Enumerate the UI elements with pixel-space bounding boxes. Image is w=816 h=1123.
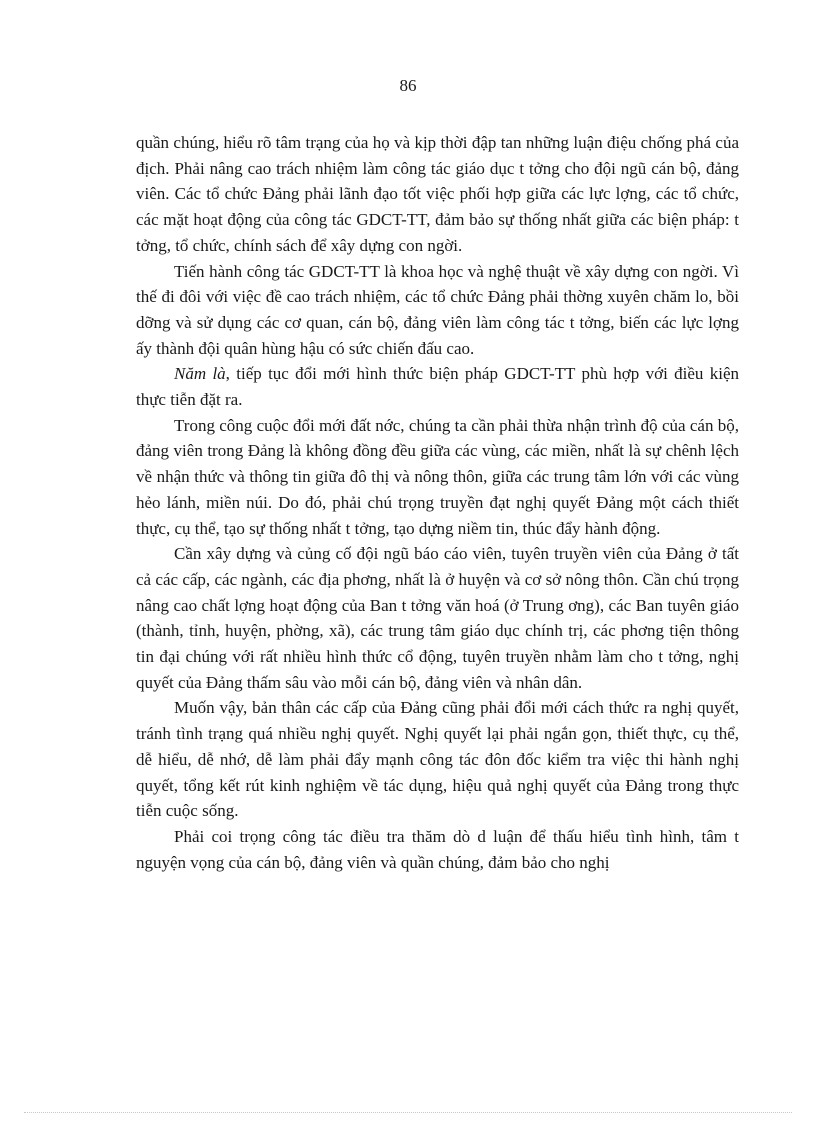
paragraph: Phải coi trọng công tác điều tra thăm dò d luận để thấu hiểu tình hình, tâm t nguyện vọng của cán bộ, đảng viên và quần chúng, đảm bảo cho nghị [136,826,739,872]
body-text [136,130,739,875]
paragraph: Muốn vậy, bản thân các cấp của Đảng cũng phải đổi mới cách thức ra nghị quyết, tránh tình trạng quá nhiều nghị quyết. Nghị quyết lại phải ngắn gọn, thiết thực, cụ thể, dễ hiểu, dễ nhớ, dễ làm phải đẩy mạnh công tác đôn đốc kiểm tra việc thi hành nghị quyết, tổng kết rút kinh nghiệm về tác dụng, hiệu quả nghị quyết của Đảng trong thực tiễn cuộc sống. [136,698,739,821]
paragraph-text: , tiếp tục đổi mới hình thức biện pháp GDCT-TT phù hợp với điều kiện thực tiễn đặt ra. [136,364,739,410]
emphasis-lead: Năm là [174,364,226,384]
paragraph: quần chúng, hiểu rõ tâm trạng của họ và kịp thời đập tan những luận điệu chống phá của địch. Phải nâng cao trách nhiệm làm công tác giáo dục t tởng cho đội ngũ cán bộ, đảng viên. Các tổ chức Đảng phải lãnh đạo tốt việc phối hợp giữa các lực lợng, các tổ chức, các mặt hoạt động của công tác GDCT-TT, đảm bảo sự thống nhất giữa các biện pháp: t tởng, tổ chức, chính sách để xây dựng con ngời. [136,133,739,255]
paragraph [136,361,739,412]
paragraph: Tiến hành công tác GDCT-TT là khoa học và nghệ thuật về xây dựng con ngời. Vì thế đi đôi với việc đề cao trách nhiệm, các tổ chức Đảng phải thờng xuyên chăm lo, bồi dỡng và sử dụng các cơ quan, cán bộ, đảng viên làm công tác t tởng, biến các lực lợng ấy thành đội quân hùng hậu có sức chiến đấu cao. [136,261,739,358]
paragraph: Cần xây dựng và củng cố đội ngũ báo cáo viên, tuyên truyền viên của Đảng ở tất cả các cấp, các ngành, các địa phơng, nhất là ở huyện và cơ sở nông thôn. Cần chú trọng nâng cao chất lợng hoạt động của Ban t tởng văn hoá (ở Trung ơng), các Ban tuyên giáo (thành, tỉnh, huyện, phờng, xã), các trung tâm giáo dục chính trị, các phơng tiện thông tin đại chúng với rất nhiều hình thức cổ động, tuyên truyền nhằm làm cho t tởng, nghị quyết của Đảng thấm sâu vào mỗi cán bộ, đảng viên và nhân dân. [136,544,739,692]
paragraph: Trong công cuộc đổi mới đất nớc, chúng ta cần phải thừa nhận trình độ của cán bộ, đảng viên trong Đảng là không đồng đều giữa các vùng, các miền, nhất là sự chênh lệch về nhận thức và thông tin giữa đô thị và nông thôn, giữa các trung tâm lớn với các vùng hẻo lánh, miền núi. Do đó, phải chú trọng truyền đạt nghị quyết Đảng một cách thiết thực, cụ thể, tạo sự thống nhất t tởng, tạo dựng niềm tin, thúc đẩy hành động. [136,415,739,538]
page-number: 86 [399,76,417,95]
footer-divider [24,1112,792,1113]
